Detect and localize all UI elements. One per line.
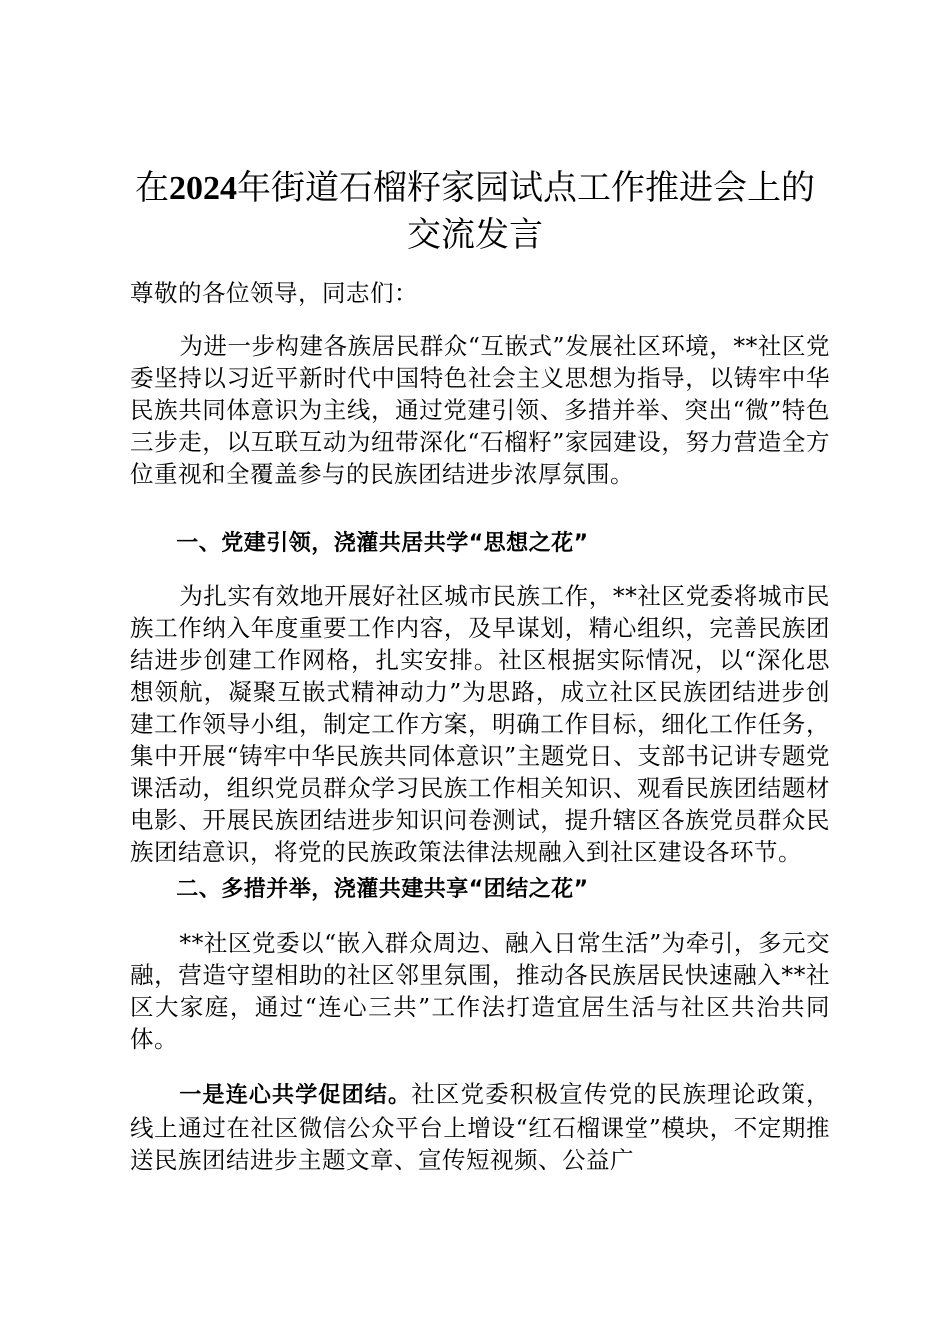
paragraph-section-2: **社区党委以“嵌入群众周边、融入日常生活”为牵引，多元交融，营造守望相助的社区邻里氛围，推动各民族居民快速融入**社区大家庭，通过“连心三共”工作法打造宜居生活与社区共治共同体。 bbox=[130, 929, 830, 1053]
title-prefix: 在 bbox=[135, 168, 169, 208]
lead-phrase: 一是连心共学促团结。 bbox=[179, 1083, 412, 1108]
section-heading-2: 二、多措并举，浇灌共建共享“团结之花” bbox=[176, 877, 589, 902]
paragraph-point-1 bbox=[130, 1078, 830, 1176]
document-title bbox=[120, 165, 830, 259]
paragraph-section-1: 为扎实有效地开展好社区城市民族工作，**社区党委将城市民族工作纳入年度重要工作内容，及早谋划，精心组织，完善民族团结进步创建工作网格，扎实安排。社区根据实际情况，以“深化思想领航，凝聚互嵌式精神动力”为思路，成立社区民族团结进步创建工作领导小组，制定工作方案，明确工作目标，细化工作任务，集中开展“铸牢中华民族共同体意识”主题党日、支部书记讲专题党课活动，组织党员群众学习民族工作相关知识、观看民族团结题材电影、开展民族团结进步知识问卷测试，提升辖区各族党员群众民族团结意识，将党的民族政策法律法规融入到社区建设各环节。 bbox=[130, 582, 830, 866]
paragraph-point-1-text: 社区党委积极宣传党的民族理论政策，线上通过在社区微信公众平台上增设“红石榴课堂”模块，不定期推送民族团结进步主题文章、宣传短视频、公益广 bbox=[130, 1080, 830, 1174]
title-rest: 年街道石榴籽家园试点工作推进会上的交流发言 bbox=[237, 168, 815, 255]
paragraph-intro: 为进一步构建各族居民群众“互嵌式”发展社区环境，**社区党委坚持以习近平新时代中国特色社会主义思想为指导，以铸牢中华民族共同体意识为主线，通过党建引领、多措并举、突出“微”特色三步走，以互联互动为纽带深化“石榴籽”家园建设，努力营造全方位重视和全覆盖参与的民族团结进步浓厚氛围。 bbox=[130, 332, 830, 488]
section-heading-1: 一、党建引领，浇灌共居共学“思想之花” bbox=[176, 531, 589, 556]
salutation: 尊敬的各位领导，同志们： bbox=[130, 279, 418, 307]
title-year: 2024 bbox=[169, 170, 237, 207]
